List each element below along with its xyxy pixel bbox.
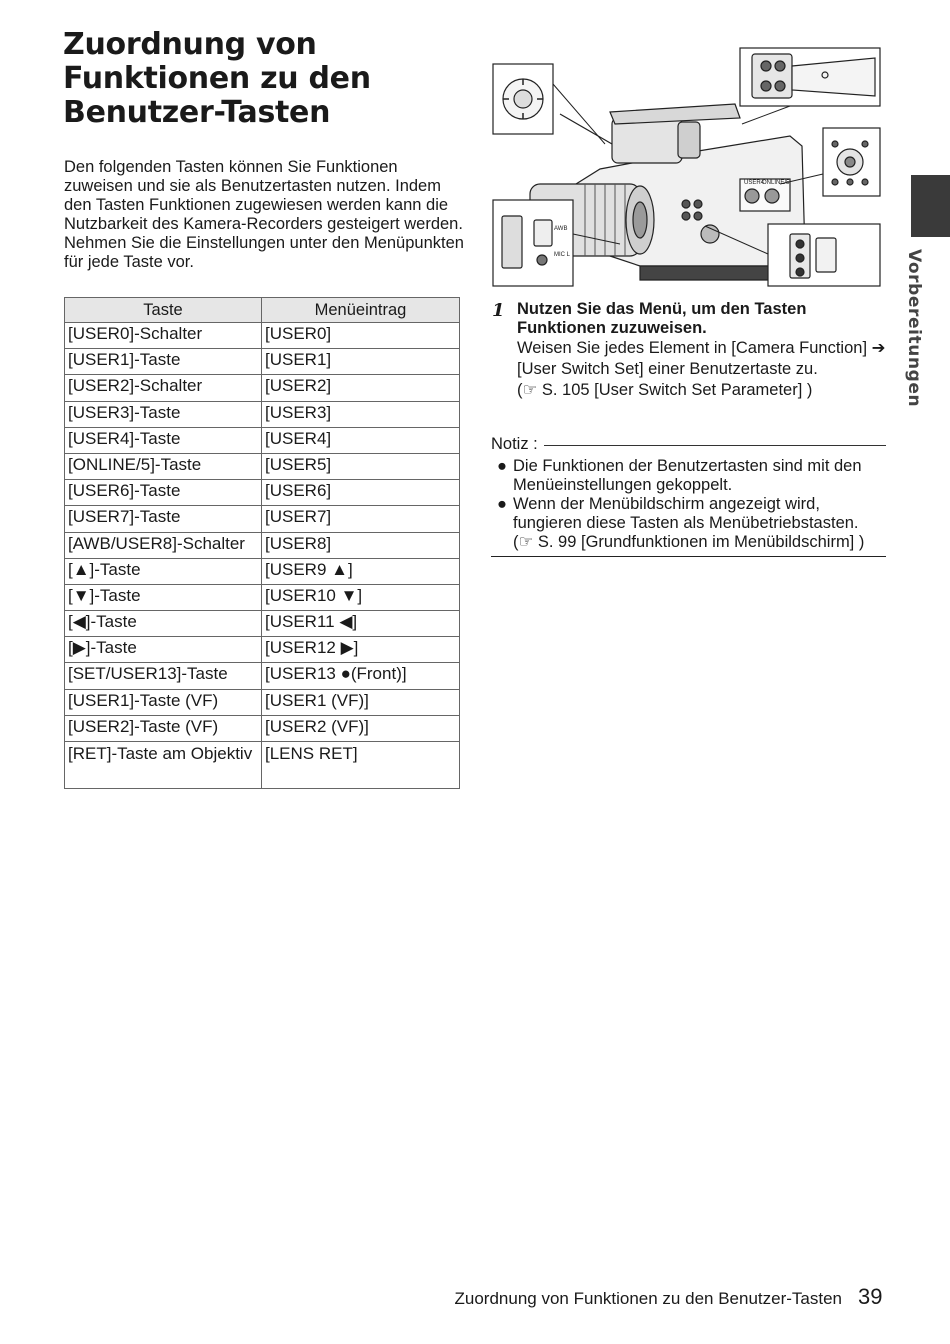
note-header	[491, 434, 886, 454]
table-cell-key: [USER1]-Taste (VF)	[65, 689, 262, 715]
table-cell-menu: [USER2 (VF)]	[262, 715, 460, 741]
table-row	[65, 375, 460, 401]
camera-illustration	[490, 44, 885, 290]
step-instruction: Weisen Sie jedes Element in [Camera Function] ➔ [User Switch Set] einer Benutzertaste zu.	[517, 339, 886, 378]
chapter-label: Vorbereitungen	[904, 249, 924, 408]
table-row	[65, 453, 460, 479]
step-1	[492, 300, 888, 401]
note-label: Notiz :	[491, 435, 538, 453]
table-cell-menu: [USER11 ◀]	[262, 611, 460, 637]
button-assignment-table	[64, 297, 460, 789]
table-cell-menu: [USER12 ▶]	[262, 637, 460, 663]
table-cell-menu: [USER8]	[262, 532, 460, 558]
table-cell-menu: [USER10 ▼]	[262, 584, 460, 610]
table-cell-menu: [USER2]	[262, 375, 460, 401]
table-row	[65, 532, 460, 558]
footer-title: Zuordnung von Funktionen zu den Benutzer-Tasten	[454, 1289, 842, 1308]
table-cell-key: [USER7]-Taste	[65, 506, 262, 532]
note-divider	[544, 445, 886, 446]
figure-label-mic-l: MIC L	[554, 252, 571, 258]
figure-label-awb: AWB	[554, 226, 568, 232]
table-row	[65, 323, 460, 349]
intro-paragraph-1: Den folgenden Tasten können Sie Funktionen zuweisen und sie als Benutzertasten nutzen. Indem den Tasten Funktionen zugewiesen werden kann die Nutzbarkeit des Kamera-Recorders gesteigert werden.	[64, 158, 463, 233]
table-row	[65, 427, 460, 453]
table-cell-key: [▶]-Taste	[65, 637, 262, 663]
figure-label-user4: USER4	[744, 180, 765, 186]
table-cell-key: [◀]-Taste	[65, 611, 262, 637]
note-item-text: Die Funktionen der Benutzertasten sind mit den Menüeinstellungen gekoppelt.	[513, 457, 862, 494]
table-cell-menu: [USER0]	[262, 323, 460, 349]
table-header-row	[65, 298, 460, 323]
bullet-icon: ●	[497, 457, 507, 475]
step-heading: Nutzen Sie das Menü, um den Tasten Funktionen zuzuweisen.	[517, 300, 807, 337]
table-row	[65, 506, 460, 532]
table-cell-menu: [USER1 (VF)]	[262, 689, 460, 715]
table-cell-key: [USER0]-Schalter	[65, 323, 262, 349]
chapter-tab	[911, 175, 950, 237]
table-cell-key: [▲]-Taste	[65, 558, 262, 584]
table-row	[65, 401, 460, 427]
table-cell-key: [USER2]-Schalter	[65, 375, 262, 401]
table-cell-key: [USER6]-Taste	[65, 480, 262, 506]
bullet-icon: ●	[497, 495, 507, 513]
table-row	[65, 637, 460, 663]
intro-text	[64, 158, 464, 272]
table-cell-menu: [USER7]	[262, 506, 460, 532]
table-cell-menu: [USER6]	[262, 480, 460, 506]
table-cell-menu: [USER13 ●(Front)]	[262, 663, 460, 689]
intro-paragraph-2: Nehmen Sie die Einstellungen unter den Menüpunkten für jede Taste vor.	[64, 234, 464, 271]
step-number: 1	[492, 300, 505, 321]
note-item-text: Wenn der Menübildschirm angezeigt wird, fungieren diese Tasten als Menübetriebstasten.	[513, 495, 859, 532]
table-row	[65, 480, 460, 506]
table-cell-menu: [USER9 ▲]	[262, 558, 460, 584]
table-cell-key: [USER4]-Taste	[65, 427, 262, 453]
table-cell-key: [SET/USER13]-Taste	[65, 663, 262, 689]
table-row	[65, 689, 460, 715]
table-row	[65, 742, 460, 789]
note-box	[491, 434, 886, 557]
page-title: Zuordnung von Funktionen zu den Benutzer-Tasten	[63, 27, 371, 130]
note-item	[491, 495, 886, 552]
table-header-taste: Taste	[65, 298, 262, 323]
note-list	[491, 457, 886, 552]
table-cell-key: [RET]-Taste am Objektiv	[65, 742, 262, 789]
step-body	[517, 338, 888, 401]
table-row	[65, 584, 460, 610]
note-bottom-divider	[491, 556, 886, 557]
table-cell-key: [USER3]-Taste	[65, 401, 262, 427]
table-row	[65, 611, 460, 637]
table-cell-key: [▼]-Taste	[65, 584, 262, 610]
table-cell-key: [USER2]-Taste (VF)	[65, 715, 262, 741]
table-row	[65, 715, 460, 741]
table-cell-menu: [LENS RET]	[262, 742, 460, 789]
page-number: 39	[858, 1284, 883, 1309]
table-header-menueintrag: Menüeintrag	[262, 298, 460, 323]
table-cell-key: [AWB/USER8]-Schalter	[65, 532, 262, 558]
table-cell-key: [ONLINE/5]-Taste	[65, 453, 262, 479]
step-reference: (☞ S. 105 [User Switch Set Parameter] )	[517, 381, 813, 399]
table-cell-menu: [USER4]	[262, 427, 460, 453]
table-row	[65, 349, 460, 375]
table-cell-menu: [USER5]	[262, 453, 460, 479]
table-row	[65, 663, 460, 689]
figure-label-online5: ONLINE/5	[762, 180, 790, 186]
note-reference: (☞ S. 99 [Grundfunktionen im Menübildschirm] )	[513, 533, 865, 551]
table-cell-menu: [USER1]	[262, 349, 460, 375]
note-item	[491, 457, 886, 495]
table-row	[65, 558, 460, 584]
table-cell-menu: [USER3]	[262, 401, 460, 427]
table-cell-key: [USER1]-Taste	[65, 349, 262, 375]
